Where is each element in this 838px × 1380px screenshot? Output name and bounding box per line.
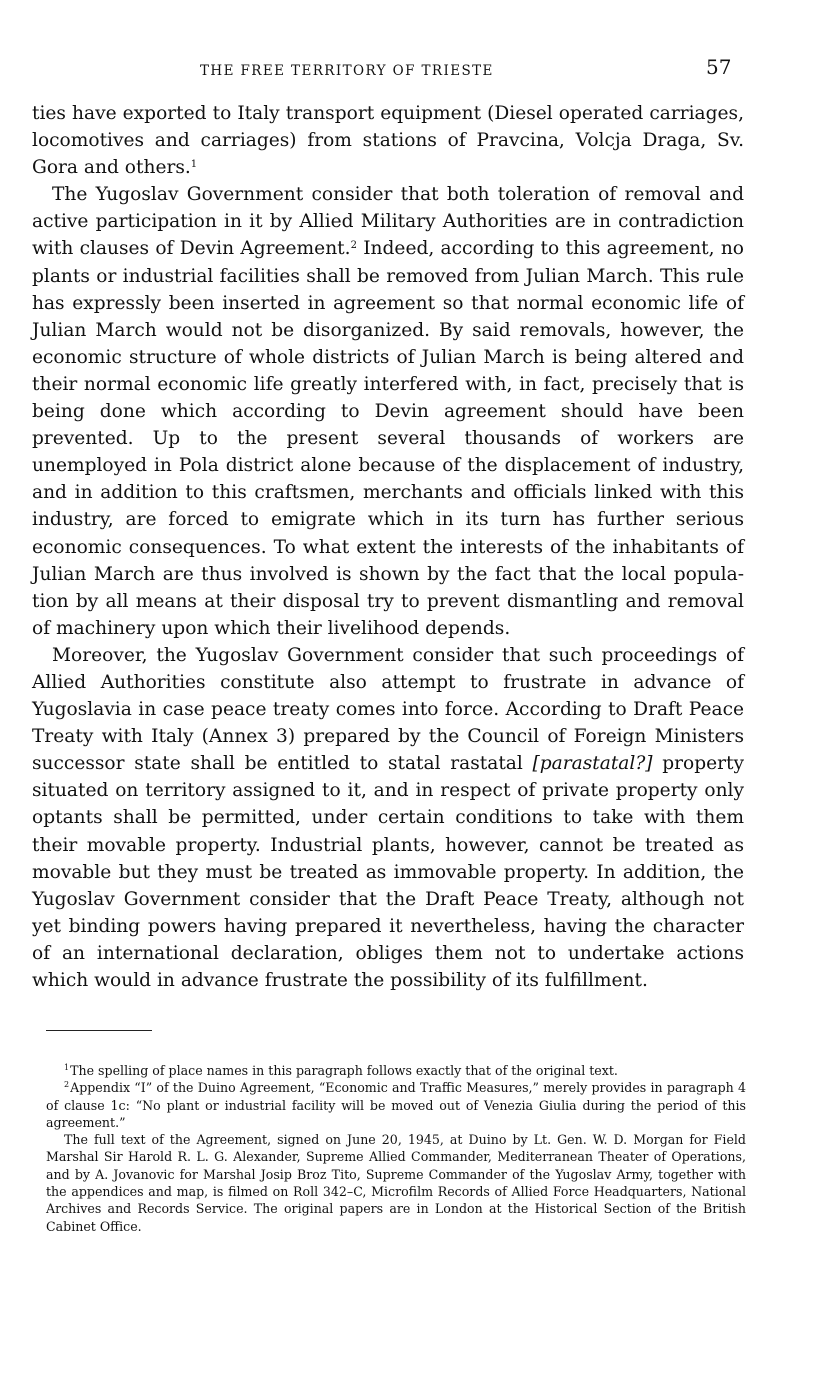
footnote-1-text: The spelling of place names in this paragraph follows exactly that of the original text. — [70, 1063, 618, 1078]
footnote-divider — [46, 1030, 152, 1031]
paragraph-3-text-a: Moreover, the Yugoslav Government consider that such proceedings of Allied Authorities constitute also attempt to frustrate in advance of Yugoslavia in case peace treaty comes into force. According to Draft Peace Treaty with Italy (Annex 3) prepared by the Council of Foreign Ministers successor state shall be entitled to statal rastatal — [32, 644, 744, 775]
editorial-bracket: [parastatal?] — [532, 753, 653, 775]
paragraph-1 — [32, 100, 744, 181]
main-text — [32, 100, 744, 994]
page-number: 57 — [706, 55, 732, 79]
footnote-2-continuation-text: The full text of the Agreement, signed on June 20, 1945, at Duino by Lt. Gen. W. D. Morgan for Field Marshal Sir Harold R. L. G. Alexander, Supreme Allied Commander, Mediterranean Theater of Operations, and by A. Jovanovic for Marshal Josip Broz Tito, Supreme Commander of the Yugoslav Army, together with the appendices and map, is filmed on Roll 342–C, Microfilm Records of Allied Force Headquarters, National Archives and Records Service. The original papers are in London at the Historical Section of the British Cabinet Office. — [46, 1132, 746, 1234]
paragraph-2-text-a: The Yugoslav Government consider that both toleration of removal and active participation in it by Allied Military Authorities are in contradiction with clauses of Devin Agreement. — [32, 184, 744, 260]
footnote-2 — [46, 1079, 746, 1131]
footnote-ref-2: 2 — [350, 240, 357, 252]
footnote-2-continuation — [46, 1131, 746, 1235]
paragraph-3 — [32, 642, 744, 994]
footnote-2-mark: 2 — [64, 1080, 70, 1090]
footnote-1 — [46, 1062, 746, 1079]
footnote-1-mark: 1 — [64, 1063, 70, 1072]
footnotes — [46, 1062, 746, 1235]
running-head: THE FREE TERRITORY OF TRIESTE — [200, 63, 494, 79]
footnote-2-text: Appendix “I” of the Duino Agreement, “Economic and Traffic Measures,” merely provides in paragraph 4 of clause 1c: “No plant or industrial facility will be moved out of Venezia Giulia during the period of this agreement.” — [46, 1080, 746, 1130]
footnote-ref-1: 1 — [190, 159, 198, 171]
paragraph-3-text-b: property situated on territory assigned to it, and in respect of private property only optants shall be permitted, under certain conditions to take with them their movable property. Industrial plants, however, cannot be treated as movable but they must be treated as immovable property. In addition, the Yugoslav Government consider that the Draft Peace Treaty, although not yet binding powers having prepared it nevertheless, having the character of an international declaration, obliges them not to undertake actions which would in advance frustrate the possibility of its fulfillment. — [32, 753, 744, 991]
paragraph-1-text: ties have exported to Italy transport equipment (Diesel operated carriages, locomotives and carriages) from stations of Pravcina, Volcja Draga, Sv. Gora and others. — [32, 103, 744, 179]
paragraph-2 — [32, 181, 744, 642]
paragraph-2-text-b: Indeed, according to this agreement, no plants or industrial facilities shall be removed from Julian March. This rule has expressly been inserted in agreement so that normal economic life of Julian March would not be disorganized. By said removals, however, the economic structure of whole districts of Julian March is being altered and their normal economic life greatly interfered with, in fact, precisely that is being done which according to Devin agreement should have been prevented. Up to the present several thousands of workers are unemployed in Pola district alone because of the displacement of industry, and in addition to this craftsmen, merchants and officials linked with this industry, are forced to emigrate which in its turn has further serious economic consequences. To what extent the interests of the inhabitants of Julian March are thus involved is shown by the fact that the local population by all means at their disposal try to prevent dismantling and removal of machinery upon which their livelihood depends. — [32, 238, 744, 639]
